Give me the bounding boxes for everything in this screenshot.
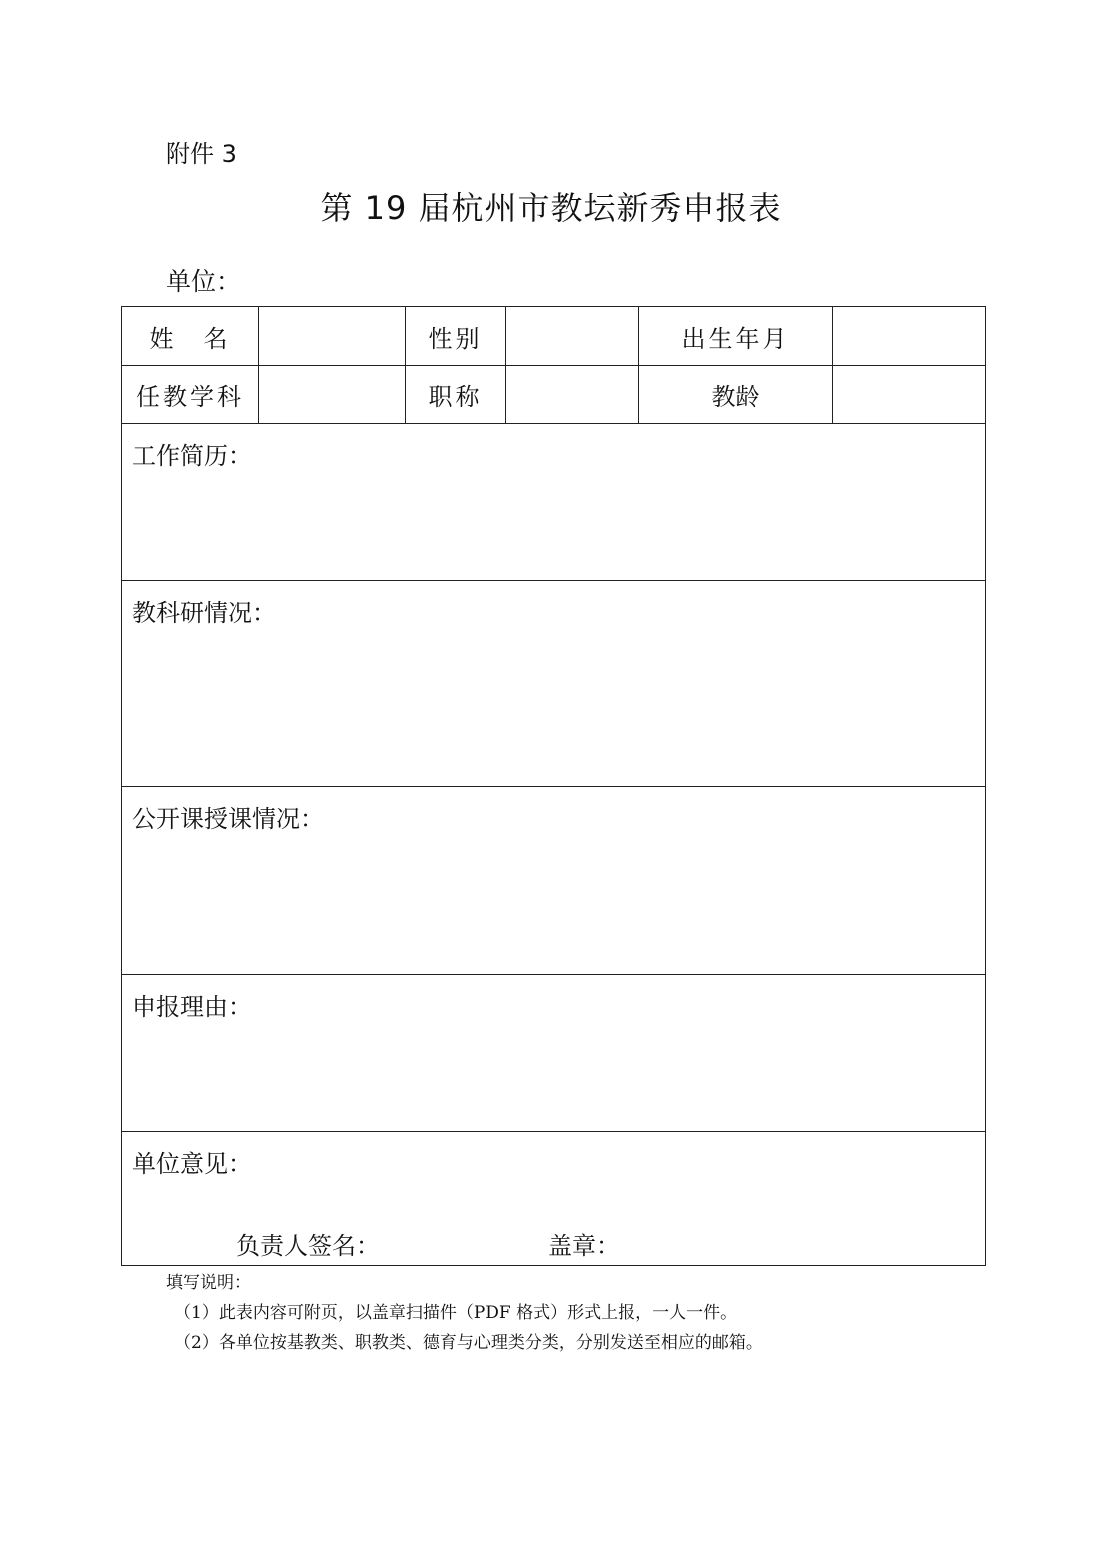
research-row bbox=[122, 581, 986, 787]
job-title-label: 职称 bbox=[406, 366, 506, 424]
teaching-years-field[interactable] bbox=[833, 366, 986, 424]
teaching-years-label: 教龄 bbox=[639, 366, 833, 424]
job-title-field[interactable] bbox=[506, 366, 639, 424]
subject-label: 任教学科 bbox=[122, 366, 259, 424]
gender-label: 性别 bbox=[406, 307, 506, 366]
reason-row bbox=[122, 975, 986, 1132]
birth-label: 出生年月 bbox=[639, 307, 833, 366]
unit-label: 单位： bbox=[166, 267, 242, 296]
research-cell[interactable] bbox=[122, 581, 986, 787]
work-history-label: 工作简历： bbox=[132, 442, 252, 470]
page-title: 第 19 届杭州市教坛新秀申报表 bbox=[320, 189, 782, 227]
unit-opinion-row bbox=[122, 1132, 986, 1266]
name-label: 姓 名 bbox=[122, 307, 259, 366]
instruction-item-2: （2）各单位按基教类、职教类、德育与心理类分类，分别发送至相应的邮箱。 bbox=[174, 1333, 763, 1353]
unit-opinion-cell[interactable] bbox=[122, 1132, 986, 1266]
instructions-heading: 填写说明： bbox=[166, 1273, 251, 1293]
open-lessons-row bbox=[122, 787, 986, 975]
open-lessons-label: 公开课授课情况： bbox=[132, 805, 324, 833]
filling-instructions bbox=[166, 1268, 763, 1358]
basic-info-row-1 bbox=[122, 307, 986, 366]
work-history-row bbox=[122, 424, 986, 581]
responsible-signature-label: 负责人签名： bbox=[236, 1232, 380, 1260]
signature-line bbox=[236, 1226, 620, 1261]
unit-opinion-label: 单位意见： bbox=[132, 1150, 252, 1178]
gender-field[interactable] bbox=[506, 307, 639, 366]
application-form-table bbox=[121, 306, 986, 1266]
research-label: 教科研情况： bbox=[132, 599, 276, 627]
instruction-item-1: （1）此表内容可附页，以盖章扫描件（PDF 格式）形式上报，一人一件。 bbox=[174, 1303, 738, 1323]
reason-cell[interactable] bbox=[122, 975, 986, 1132]
birth-field[interactable] bbox=[833, 307, 986, 366]
open-lessons-cell[interactable] bbox=[122, 787, 986, 975]
work-history-cell[interactable] bbox=[122, 424, 986, 581]
basic-info-row-2 bbox=[122, 366, 986, 424]
reason-label: 申报理由： bbox=[132, 993, 252, 1021]
name-field[interactable] bbox=[259, 307, 406, 366]
seal-label: 盖章： bbox=[548, 1232, 620, 1260]
subject-field[interactable] bbox=[259, 366, 406, 424]
attachment-label: 附件 3 bbox=[166, 140, 237, 168]
